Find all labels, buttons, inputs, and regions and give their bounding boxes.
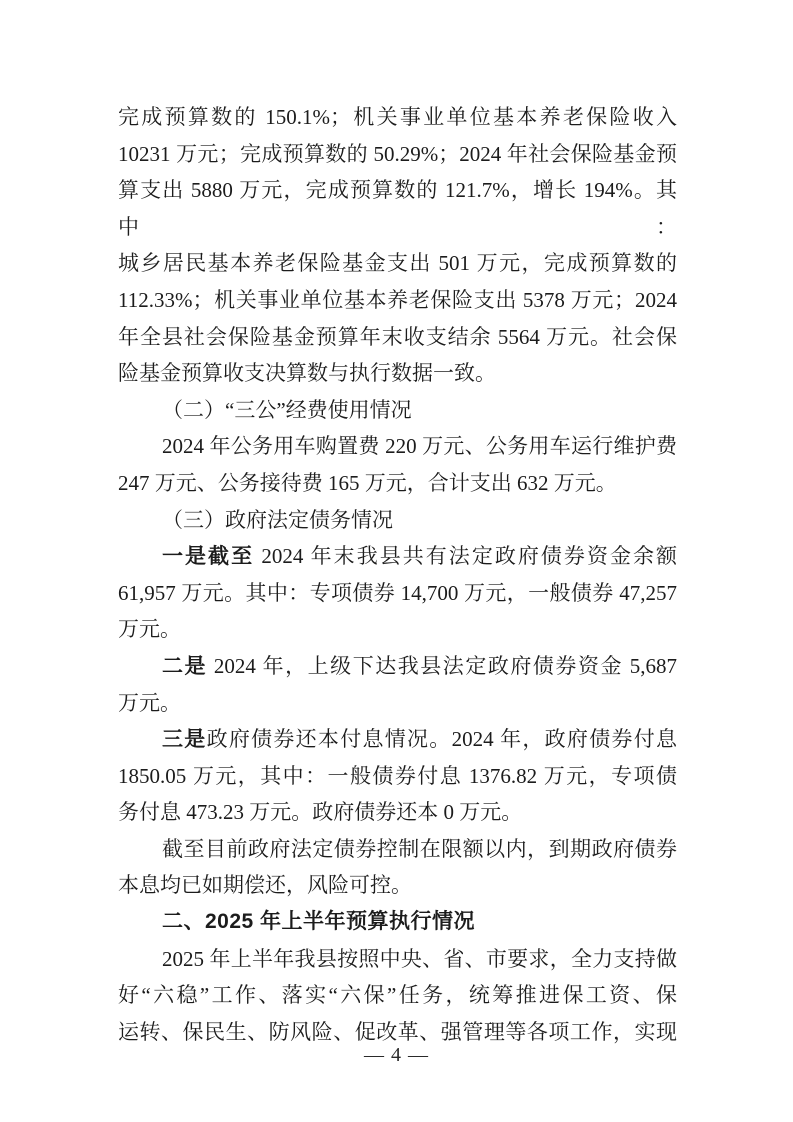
text-segment: 2024 年，上级下达我县法定政府债券资金 5,687 xyxy=(207,653,678,678)
text-segment: 算支出 5880 万元，完成预算数的 121.7%，增长 194%。其中： xyxy=(118,178,677,239)
page-number: — 4 — xyxy=(364,1044,429,1066)
text-segment: 城乡居民基本养老保险基金支出 501 万元，完成预算数的 xyxy=(118,251,677,276)
text-segment: 2024 年公务用车购置费 220 万元、公务用车运行维护费 xyxy=(162,434,677,459)
text-segment: 112.33%；机关事业单位基本养老保险支出 5378 万元；2024 xyxy=(118,287,677,312)
heading-kai xyxy=(118,392,677,429)
text-line xyxy=(118,172,677,245)
text-segment: 二、2025 年上半年预算执行情况 xyxy=(162,910,476,934)
text-segment: （三）政府法定债务情况 xyxy=(162,507,393,532)
text-line xyxy=(118,941,677,978)
text-segment: 247 万元、公务接待费 165 万元，合计支出 632 万元。 xyxy=(118,470,617,495)
text-segment: 10231 万元；完成预算数的 50.29%；2024 年社会保险基金预 xyxy=(118,141,677,166)
text-line xyxy=(118,794,677,831)
text-line xyxy=(118,611,677,648)
text-line xyxy=(118,977,677,1014)
text-segment: 险基金预算收支决算数与执行数据一致。 xyxy=(118,361,496,386)
text-line xyxy=(118,648,677,685)
text-line xyxy=(118,428,677,465)
text-line xyxy=(118,538,677,575)
text-segment: 三是 xyxy=(162,727,207,752)
text-segment: 好“六稳”工作、落实“六保”任务，统筹推进保工资、保 xyxy=(118,983,677,1008)
text-segment: 2024 年末我县共有法定政府债券资金余额 xyxy=(254,544,678,569)
text-line xyxy=(118,136,677,173)
text-segment: 二是 xyxy=(162,653,208,678)
text-line xyxy=(118,831,677,868)
text-segment: 截至目前政府法定债券控制在限额以内，到期政府债券 xyxy=(162,836,677,861)
text-line xyxy=(118,758,677,795)
heading-kai xyxy=(118,502,677,539)
text-line xyxy=(118,721,677,758)
text-line xyxy=(118,355,677,392)
text-line xyxy=(118,465,677,502)
text-segment: 年全县社会保险基金预算年末收支结余 5564 万元。社会保 xyxy=(118,324,677,349)
text-segment: 万元。 xyxy=(118,690,181,715)
text-segment: 政府债券还本付息情况。2024 年，政府债券付息 xyxy=(206,727,678,752)
page-footer xyxy=(0,1040,793,1070)
text-segment: 完成预算数的 150.1%；机关事业单位基本养老保险收入 xyxy=(118,105,677,129)
text-segment: 运转、保民生、防风险、促改革、强管理等各项工作，实现 xyxy=(118,1019,677,1044)
text-line xyxy=(118,282,677,319)
heading-hei xyxy=(118,904,677,941)
text-line xyxy=(118,99,677,136)
text-line xyxy=(118,245,677,282)
text-segment: 一是截至 xyxy=(162,544,255,569)
text-line xyxy=(118,319,677,356)
text-segment: 务付息 473.23 万元。政府债券还本 0 万元。 xyxy=(118,800,523,825)
text-line xyxy=(118,867,677,904)
document-body xyxy=(118,99,677,1050)
text-segment: 2025 年上半年我县按照中央、省、市要求，全力支持做 xyxy=(162,946,677,971)
text-line xyxy=(118,685,677,722)
text-line xyxy=(118,575,677,612)
text-segment: 本息均已如期偿还，风险可控。 xyxy=(118,873,412,898)
text-segment: 61,957 万元。其中：专项债券 14,700 万元，一般债券 47,257 xyxy=(118,580,677,605)
text-segment: 万元。 xyxy=(118,617,181,642)
text-segment: （二）“三公”经费使用情况 xyxy=(162,397,412,422)
text-segment: 1850.05 万元，其中：一般债券付息 1376.82 万元，专项债 xyxy=(118,763,677,788)
